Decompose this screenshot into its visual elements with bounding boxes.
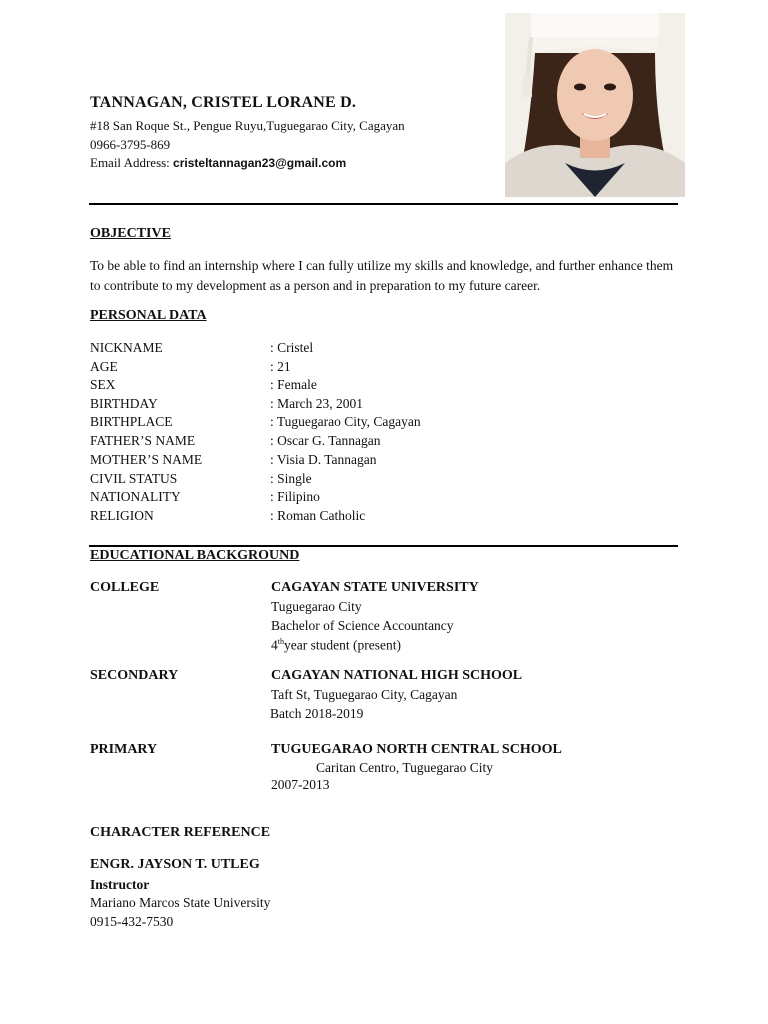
field-label: BIRTHDAY (90, 395, 158, 411)
field-value: : Tuguegarao City, Cagayan (270, 414, 421, 429)
field-value: : Oscar G. Tannagan (270, 432, 381, 448)
field-label: NICKNAME (90, 340, 163, 355)
personal-data-title: PERSONAL DATA (90, 308, 207, 323)
college-level: COLLEGE (90, 580, 160, 595)
header-divider (89, 203, 678, 205)
field-value: : Cristel (270, 340, 314, 355)
reference-title: CHARACTER REFERENCE (90, 825, 271, 840)
email-line (90, 155, 346, 171)
field-value: : Visia D. Tannagan (270, 452, 377, 467)
email-label: Email Address: (90, 155, 170, 170)
applicant-name: TANNAGAN, CRISTEL LORANE D. (90, 94, 357, 111)
year-suffix: th (277, 637, 284, 646)
primary-location: Caritan Centro, Tuguegarao City (316, 760, 493, 775)
primary-level: PRIMARY (90, 742, 158, 757)
objective-text: To be able to find an internship where I can fully utilize my skills and knowledge, and further enhance them to contribute to my development as a person and in preparation to my future career. (90, 258, 674, 293)
field-value: : Roman Catholic (270, 508, 366, 523)
field-label: RELIGION (90, 508, 154, 523)
reference-position: Instructor (90, 877, 150, 892)
email-address[interactable]: cristeltannagan23@gmail.com (173, 156, 347, 170)
field-label: SEX (90, 377, 116, 392)
reference-phone: 0915-432-7530 (90, 914, 174, 929)
education-divider (89, 545, 678, 547)
year-text: year student (present) (283, 637, 401, 653)
college-location: Tuguegarao City (271, 599, 362, 614)
field-value: : 21 (270, 358, 291, 374)
address: #18 San Roque St., Pengue Ruyu,Tuguegarao City, Cagayan (90, 118, 405, 133)
field-value: : Filipino (270, 489, 320, 504)
secondary-level: SECONDARY (90, 668, 179, 683)
field-label: MOTHER’S NAME (90, 452, 203, 467)
education-title: EDUCATIONAL BACKGROUND (90, 548, 300, 563)
college-school: CAGAYAN STATE UNIVERSITY (271, 580, 479, 595)
primary-school: TUGUEGARAO NORTH CENTRAL SCHOOL (271, 742, 562, 757)
secondary-school: CAGAYAN NATIONAL HIGH SCHOOL (271, 668, 523, 683)
secondary-batch: Batch 2018-2019 (270, 706, 364, 721)
field-value: : Single (270, 470, 312, 486)
field-label: FATHER’S NAME (90, 432, 196, 448)
field-label: CIVIL STATUS (90, 470, 178, 486)
objective-title: OBJECTIVE (90, 226, 171, 241)
college-year (271, 637, 401, 654)
field-value: : Female (270, 377, 317, 392)
secondary-location: Taft St, Tuguegarao City, Cagayan (271, 687, 458, 702)
field-label: BIRTHPLACE (90, 414, 173, 429)
phone-number: 0966-3795-869 (90, 137, 171, 152)
primary-years: 2007-2013 (271, 777, 330, 792)
reference-institution: Mariano Marcos State University (90, 895, 271, 910)
field-label: NATIONALITY (90, 489, 181, 504)
year-number: 4 (271, 637, 278, 653)
reference-name: ENGR. JAYSON T. UTLEG (90, 857, 260, 872)
graduation-photo (505, 13, 685, 197)
college-course: Bachelor of Science Accountancy (271, 618, 454, 633)
field-label: AGE (90, 358, 118, 374)
field-value: : March 23, 2001 (270, 395, 363, 411)
